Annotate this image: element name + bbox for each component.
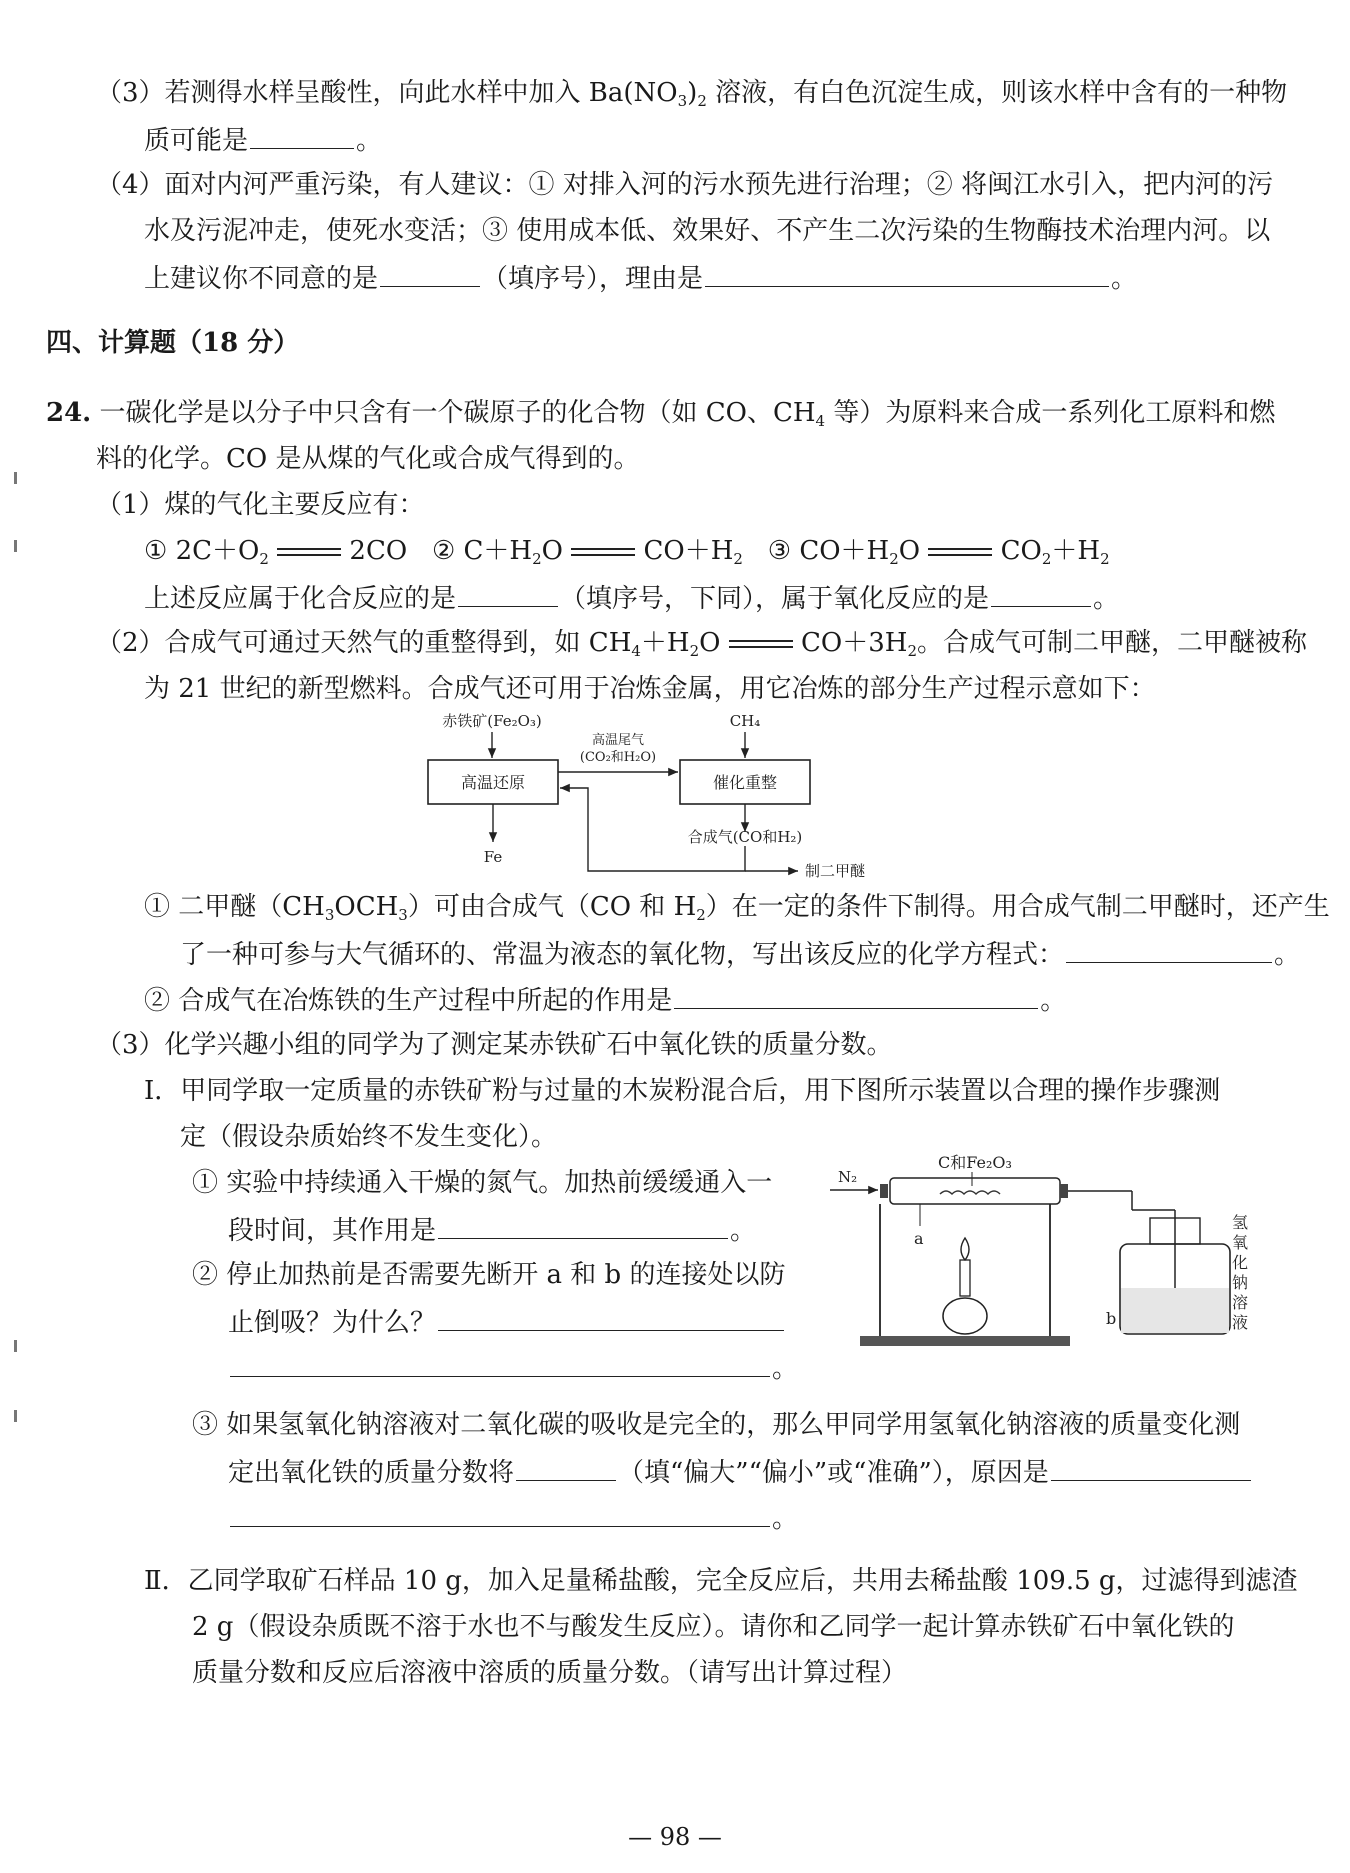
q24-3-II-line1: Ⅱ．乙同学取矿石样品 10 g，加入足量稀盐酸，完全反应后，共用去稀盐酸 109.5 g，过滤得到滤渣 <box>144 1566 1298 1596</box>
ch4-label: CH₄ <box>729 712 761 730</box>
answer-blank[interactable] <box>380 260 480 287</box>
q24-reactions: ① $2C+O_2$ 2CO ② $C+H_2O$ $CO+H_2$ ③ $CO+H_2O$ $CO_2+H_2$ <box>144 536 1110 568</box>
syngas-label: 合成气(CO和H₂) <box>687 828 803 846</box>
answer-blank[interactable] <box>250 122 354 149</box>
q24-3-II-line2: 2 g（假设杂质既不溶于水也不与酸发生反应）。请你和乙同学一起计算赤铁矿石中氧化铁的 <box>192 1612 1235 1642</box>
margin-mark <box>14 540 17 552</box>
q24-2-1-line2: 了一种可参与大气循环的、常温为液态的氧化物，写出该反应的化学方程式： 。 <box>180 936 1300 972</box>
stand-base <box>860 1336 1070 1346</box>
answer-blank[interactable] <box>674 982 1038 1009</box>
burner-base-icon <box>943 1298 987 1334</box>
svg-text:氧: 氧 <box>1232 1233 1249 1252</box>
q24-part1: （1）煤的气化主要反应有： <box>96 490 425 520</box>
burner-icon <box>960 1260 970 1296</box>
svg-text:溶: 溶 <box>1232 1293 1249 1312</box>
answer-blank[interactable] <box>438 1304 784 1331</box>
stopper-right <box>1060 1184 1068 1198</box>
equals-sign <box>571 545 635 559</box>
q24-2-1-line1: ① 二甲醚$(CH_3OCH_3)$可由合成气（CO 和 $H_2$）在一定的条件下制得。用合成气制二甲醚时，还产生 <box>144 892 1330 924</box>
box2-label: 催化重整 <box>712 773 778 792</box>
q24-part1-question: 上述反应属于化合反应的是 （填序号，下同），属于氧化反应的是 。 <box>144 580 1119 616</box>
margin-mark <box>14 1410 17 1422</box>
q24-3-I-line2: 定（假设杂质始终不发生变化）。 <box>180 1122 558 1152</box>
label-a: a <box>914 1229 924 1248</box>
q24-intro-line1: 24. 一碳化学是以分子中只含有一个碳原子的化合物（如 CO、$CH_4$ 等）为原料来合成一系列化工原料和燃 <box>46 398 1276 430</box>
q23-part4-line2: 水及污泥冲走，使死水变活；③ 使用成本低、效果好、不产生二次污染的生物酶技术治理内河。以 <box>144 216 1271 246</box>
section-title: 四、计算题（18 分） <box>46 328 300 358</box>
answer-blank[interactable] <box>991 580 1091 607</box>
q23-part3-line2: 质可能是 。 <box>144 122 382 158</box>
label-b: b <box>1106 1309 1117 1328</box>
q24-3-I-q2-line1: ② 停止加热前是否需要先断开 a 和 b 的连接处以防 <box>192 1260 786 1290</box>
sample-powder <box>940 1191 1000 1194</box>
svg-text:氢: 氢 <box>1232 1213 1249 1232</box>
ore-label: 赤铁矿(Fe₂O₃) <box>442 712 542 730</box>
answer-blank[interactable] <box>1051 1454 1251 1481</box>
page-number: — 98 — <box>628 1823 722 1851</box>
tail-gas-composition: (CO₂和H₂O) <box>579 750 657 765</box>
svg-text:钠: 钠 <box>1232 1273 1249 1292</box>
apparatus-diagram <box>820 1148 1250 1348</box>
naoh-solution <box>1121 1288 1229 1333</box>
answer-blank[interactable] <box>438 1212 728 1239</box>
q23-part4-line1: （4）面对内河严重污染，有人建议：① 对排入河的污水预先进行治理；② 将闽江水引入，把内河的污 <box>96 170 1274 200</box>
q24-part2-line2: 为 21 世纪的新型燃料。合成气还可用于冶炼金属，用它冶炼的部分生产过程示意如下： <box>144 674 1156 704</box>
margin-mark <box>14 1340 17 1352</box>
production-flow-diagram <box>400 708 900 888</box>
dme-label: 制二甲醚 <box>805 862 866 880</box>
q24-3-I-line1: Ⅰ．甲同学取一定质量的赤铁矿粉与过量的木炭粉混合后，用下图所示装置以合理的操作步骤测 <box>144 1076 1221 1106</box>
q23-part4-line3: 上建议你不同意的是 （填序号），理由是 。 <box>144 260 1137 296</box>
q23-part3-line1: （3）若测得水样呈酸性，向此水样中加入 $Ba(NO_3)_2$ 溶液，有白色沉淀生成，则该水样中含有的一种物 <box>96 78 1288 110</box>
q24-3-I-q2-line3: 。 <box>228 1350 798 1386</box>
svg-text:化: 化 <box>1232 1253 1249 1272</box>
q24-3-I-q1-line1: ① 实验中持续通入干燥的氮气。加热前缓缓通入一 <box>192 1168 773 1198</box>
reaction-tube <box>890 1178 1060 1204</box>
answer-blank[interactable] <box>230 1500 770 1527</box>
fe-product-label: Fe <box>483 848 503 866</box>
tail-gas-label: 高温尾气 <box>591 733 645 748</box>
margin-mark <box>14 472 17 484</box>
answer-blank[interactable] <box>230 1350 770 1377</box>
q24-part2-line1: （2）合成气可通过天然气的重整得到，如 $CH_4+H_2O$ $CO+3H_2$。合成气可制二甲醚，二甲醚被称 <box>96 628 1308 660</box>
flame-icon <box>961 1238 969 1260</box>
q24-3-I-q3-line2: 定出氧化铁的质量分数将 （填“偏大”“偏小”或“准确”），原因是 <box>228 1454 1253 1490</box>
naoh-vertical-label <box>1232 1213 1248 1332</box>
svg-text:液: 液 <box>1232 1313 1249 1332</box>
q24-3-I-q3-line3: 。 <box>228 1500 798 1536</box>
q24-3-I-q1-line2: 段时间，其作用是 。 <box>228 1212 756 1248</box>
q24-part3: （3）化学兴趣小组的同学为了测定某赤铁矿石中氧化铁的质量分数。 <box>96 1030 893 1060</box>
answer-blank[interactable] <box>458 580 558 607</box>
equals-sign <box>928 545 992 559</box>
n2-label: N₂ <box>838 1168 858 1186</box>
answer-blank[interactable] <box>1066 936 1272 963</box>
q24-intro-line2: 料的化学。CO 是从煤的气化或合成气得到的。 <box>96 444 640 474</box>
equals-sign <box>277 545 341 559</box>
q24-3-I-q3-line1: ③ 如果氢氧化钠溶液对二氧化碳的吸收是完全的，那么甲同学用氢氧化钠溶液的质量变化测 <box>192 1410 1241 1440</box>
sample-label: C和Fe₂O₃ <box>938 1153 1012 1172</box>
question-number: 24. <box>46 398 92 428</box>
equals-sign <box>729 637 793 651</box>
q24-3-I-q2-line2: 止倒吸？为什么？ <box>228 1304 786 1340</box>
stopper-left <box>880 1184 888 1198</box>
box1-label: 高温还原 <box>460 773 526 792</box>
answer-blank[interactable] <box>516 1454 616 1481</box>
q24-3-II-line3: 质量分数和反应后溶液中溶质的质量分数。（请写出计算过程） <box>192 1658 908 1688</box>
answer-blank[interactable] <box>705 260 1109 287</box>
q24-2-2: ② 合成气在冶炼铁的生产过程中所起的作用是 。 <box>144 982 1066 1018</box>
